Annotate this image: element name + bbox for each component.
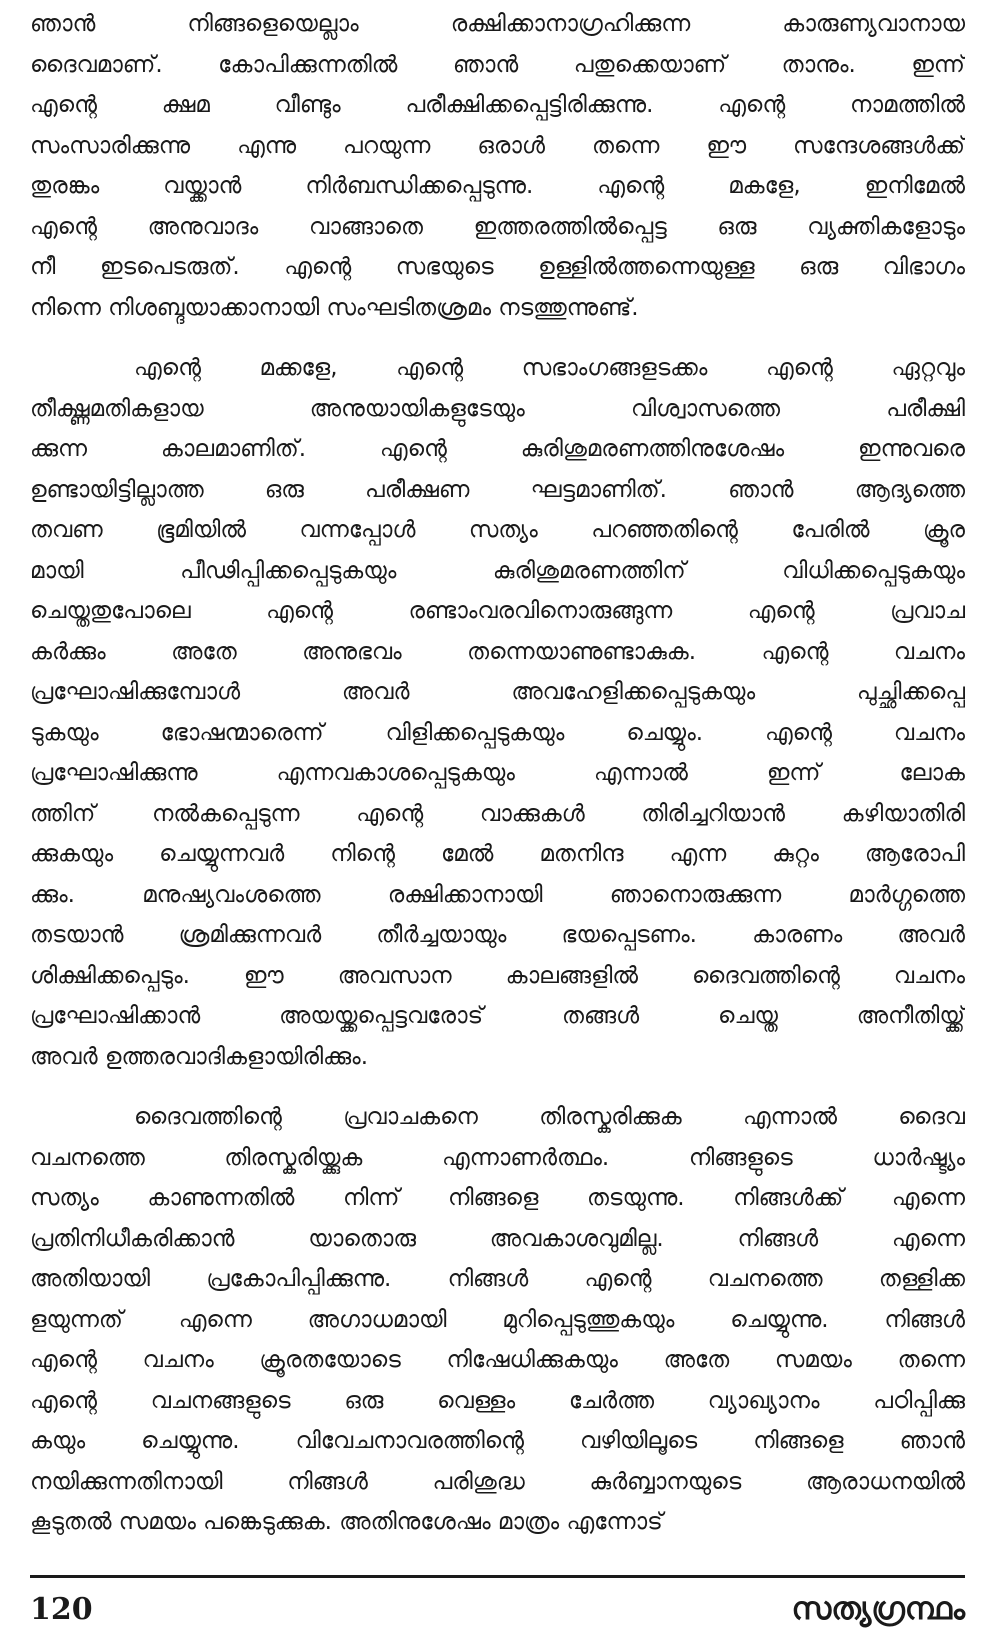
document-page (30, 4, 965, 1644)
text-line: തുരങ്കം വയ്ക്കാൻ നിർബന്ധിക്കപ്പെടുന്നു. എന്റെ മകളേ, ഇനിമേൽ (30, 173, 965, 199)
text-line: കൂടുതൽ സമയം പങ്കെടുക്കുക. അതിനുശേഷം മാത്രം എന്നോട് (30, 1509, 663, 1535)
text-line: അവർ ഉത്തരവാദികളായിരിക്കും. (30, 1043, 369, 1070)
page-number: 120 (30, 1592, 93, 1627)
text-line: നയിക്കുന്നതിനായി നിങ്ങൾ പരിശുദ്ധ കുർബ്ബാനയുടെ ആരാധനയിൽ (30, 1468, 965, 1495)
footer-rule (30, 1575, 965, 1578)
text-line: ഞാൻ നിങ്ങളെയെല്ലാം രക്ഷിക്കാനാഗ്രഹിക്കുന്ന കാരുണ്യവാനായ (30, 11, 965, 37)
text-line: നിന്നെ നിശബ്ദയാക്കാനായി സംഘടിതശ്രമം നടത്തുന്നുണ്ട്. (30, 294, 639, 321)
running-title: സത്യഗ്രന്ഥം (791, 1591, 965, 1627)
text-line: ദൈവത്തിന്റെ പ്രവാചകനെ തിരസ്കരിക്കുക എന്നാൽ ദൈവ (134, 1104, 965, 1130)
text-line: സത്യം കാണുന്നതിൽ നിന്ന് നിങ്ങളെ തടയുന്നു. നിങ്ങൾക്ക് എന്നെ (30, 1185, 965, 1211)
text-line: ളയുന്നത് എന്നെ അഗാധമായി മുറിപ്പെടുത്തുകയും ചെയ്യുന്നു. നിങ്ങൾ (30, 1306, 965, 1333)
text-line: പ്രഘോഷിക്കുമ്പോൾ അവർ അവഹേളിക്കപ്പെടുകയും പുച്ഛിക്കപ്പെ (30, 679, 965, 705)
text-line: എന്റെ ക്ഷമ വീണ്ടും പരീക്ഷിക്കപ്പെട്ടിരിക്കുന്നു. എന്റെ നാമത്തിൽ (30, 92, 965, 118)
text-line: ഉണ്ടായിട്ടില്ലാത്ത ഒരു പരീക്ഷണ ഘട്ടമാണിത്. ഞാൻ ആദ്യത്തെ (30, 476, 965, 503)
text-line: എന്റെ മക്കളേ, എന്റെ സഭാംഗങ്ങളടക്കം എന്റെ ഏറ്റവും (134, 355, 965, 381)
text-line: പ്രതിനിധീകരിക്കാൻ യാതൊരു അവകാശവുമില്ല. നിങ്ങൾ എന്നെ (30, 1225, 965, 1252)
text-line: പ്രഘോഷിക്കുന്നു എന്നവകാശപ്പെടുകയും എന്നാൽ ഇന്ന് ലോക (30, 760, 965, 786)
text-line: ചെയ്തതുപോലെ എന്റെ രണ്ടാംവരവിനൊരുങ്ങുന്ന എന്റെ പ്രവാച (30, 598, 965, 624)
text-line: നീ ഇടപെടരുത്. എന്റെ സഭയുടെ ഉള്ളിൽത്തന്നെയുള്ള ഒരു വിഭാഗം (30, 254, 965, 280)
paragraph (30, 348, 965, 1077)
paragraph (30, 4, 965, 328)
text-line: അതിയായി പ്രകോപിപ്പിക്കുന്നു. നിങ്ങൾ എന്റെ വചനത്തെ തള്ളിക്ക (30, 1266, 965, 1292)
paragraph (30, 1097, 965, 1543)
text-line: ടുകയും ഭോഷന്മാരെന്ന് വിളിക്കപ്പെടുകയും ചെയ്യും. എന്റെ വചനം (30, 719, 965, 746)
text-line: ശിക്ഷിക്കപ്പെടും. ഈ അവസാന കാലങ്ങളിൽ ദൈവത്തിന്റെ വചനം (30, 962, 965, 989)
text-line: കർക്കും അതേ അനുഭവം തന്നെയാണുണ്ടാകുക. എന്റെ വചനം (30, 638, 965, 665)
text-line: ത്തിന് നൽകപ്പെടുന്ന എന്റെ വാക്കുകൾ തിരിച്ചറിയാൻ കഴിയാതിരി (30, 800, 965, 827)
text-line: സംസാരിക്കുന്നു എന്നു പറയുന്ന ഒരാൾ തന്നെ ഈ സന്ദേശങ്ങൾക്ക് (30, 132, 965, 159)
text-line: എന്റെ വചനങ്ങളുടെ ഒരു വെള്ളം ചേർത്ത വ്യാഖ്യാനം പഠിപ്പിക്കു (30, 1387, 965, 1414)
text-line: മായി പീഢിപ്പിക്കപ്പെടുകയും കുരിശുമരണത്തിന് വിധിക്കപ്പെടുകയും (30, 557, 965, 584)
text-line: ക്കുകയും ചെയ്യുന്നവർ നിന്റെ മേൽ മതനിന്ദ എന്ന കുറ്റം ആരോപി (30, 841, 965, 867)
text-line: ക്കും. മനുഷ്യവംശത്തെ രക്ഷിക്കാനായി ഞാനൊരുക്കുന്ന മാർഗ്ഗത്തെ (30, 881, 965, 908)
text-line: എന്റെ വചനം ക്രൂരതയോടെ നിഷേധിക്കുകയും അതേ സമയം തന്നെ (30, 1347, 965, 1373)
body-text (30, 4, 965, 1543)
text-line: ദൈവമാണ്. കോപിക്കുന്നതിൽ ഞാൻ പതുക്കെയാണ് താനും. ഇന്ന് (30, 51, 965, 78)
text-line: തീക്ഷ്ണമതികളായ അനുയായികളുടേയും വിശ്വാസത്തെ പരീക്ഷി (30, 395, 965, 422)
text-line: ക്കുന്ന കാലമാണിത്. എന്റെ കുരിശുമരണത്തിനുശേഷം ഇന്നുവരെ (30, 436, 965, 462)
text-line: തടയാൻ ശ്രമിക്കുന്നവർ തീർച്ചയായും ഭയപ്പെടണം. കാരണം അവർ (30, 922, 965, 948)
text-line: പ്രഘോഷിക്കാൻ അയയ്ക്കപ്പെട്ടവരോട് തങ്ങൾ ചെയ്ത അനീതിയ്ക്ക് (30, 1003, 965, 1029)
text-line: വചനത്തെ തിരസ്കരിയ്ക്കുക എന്നാണർത്ഥം. നിങ്ങളുടെ ധാർഷ്ട്യം (30, 1144, 965, 1171)
text-line: കയും ചെയ്യുന്നു. വിവേചനാവരത്തിന്റെ വഴിയിലൂടെ നിങ്ങളെ ഞാൻ (30, 1428, 965, 1454)
text-line: തവണ ഭൂമിയിൽ വന്നപ്പോൾ സത്യം പറഞ്ഞതിന്റെ പേരിൽ ക്രൂര (30, 517, 965, 543)
text-line: എന്റെ അനുവാദം വാങ്ങാതെ ഇത്തരത്തിൽപ്പെട്ട ഒരു വ്യക്തികളോടും (30, 213, 965, 240)
